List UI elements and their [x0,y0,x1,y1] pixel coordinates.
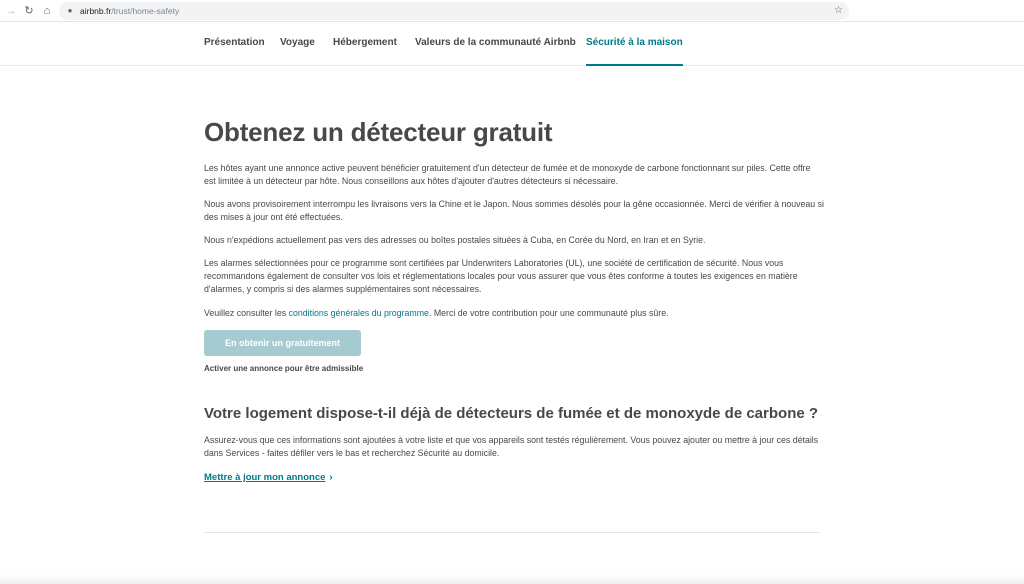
chevron-right-icon: › [329,472,333,483]
tab-valeurs-communaute[interactable]: Valeurs de la communauté Airbnb [415,37,576,48]
terms-text-after: . Merci de votre contribution pour une communauté plus sûre. [428,308,669,318]
tab-securite-maison[interactable]: Sécurité à la maison [586,37,683,66]
home-icon[interactable]: ⌂ [43,5,51,17]
get-free-detector-button[interactable]: En obtenir un gratuitement [204,330,361,356]
update-listing-link[interactable] [204,472,333,483]
tab-presentation[interactable]: Présentation [204,37,265,48]
eligibility-note: Activer une annonce pour être admissible [204,364,364,373]
url-text[interactable] [80,5,179,17]
page-title: Obtenez un détecteur gratuit [204,117,553,147]
tab-voyage[interactable]: Voyage [280,37,315,48]
browser-toolbar [0,0,1024,22]
page-bottom-shade [0,574,1024,584]
lock-icon[interactable]: ● [67,6,73,15]
url-path: /trust/home-safety [111,6,180,16]
paragraph-existing-detectors: Assurez-vous que ces informations sont ajoutées à votre liste et que vos appareils sont testés régulièrement. Vous pouvez ajouter ou mettre à jour ces détails dans Services - faites défiler vers le bas et recherchez Sécurité au domicile. [204,435,819,458]
section-title-existing-detectors: Votre logement dispose-t-il déjà de détecteurs de fumée et de monoxyde de carbone ? [204,405,819,422]
url-host: airbnb.fr [80,6,112,16]
address-bar[interactable] [59,2,849,20]
star-icon[interactable]: ☆ [834,5,843,16]
divider [204,532,820,533]
terms-link[interactable]: conditions générales du programme [288,308,429,318]
reload-icon[interactable]: ↻ [24,5,34,17]
paragraph-shipping-pause: Nous avons provisoirement interrompu les livraisons vers la Chine et le Japon. Nous sommes désolés pour la gêne occasionnée. Merci de vérifier à nouveau si des mises à jour ont été effectuées. [204,199,825,222]
tab-hebergement[interactable]: Hébergement [333,37,397,48]
arrow-left-icon[interactable]: → [5,5,17,17]
terms-text-before: Veuillez consulter les [204,308,289,318]
update-listing-label: Mettre à jour mon annonce [204,472,326,483]
paragraph-offer: Les hôtes ayant une annonce active peuvent bénéficier gratuitement d'un détecteur de fumée et de monoxyde de carbone fonctionnant sur piles. Cette offre est limitée à un détecteur par hôte. Nous conseillons aux hôtes d'ajouter d'autres détecteurs si nécessaire. [204,163,811,186]
paragraph-shipping-restrictions: Nous n'expédions actuellement pas vers des adresses ou boîtes postales situées à Cuba, en Corée du Nord, en Iran et en Syrie. [204,235,706,245]
paragraph-certification: Les alarmes sélectionnées pour ce programme sont certifiées par Underwriters Laboratories (UL), une société de certification de sécurité. Nous vous recommandons également de consulter vos lois et réglementations locales pour vous assurer que vous êtes conforme à toutes les exigences en matière d'alarmes, y compris si des alarmes supplémentaires sont nécessaires. [204,258,798,294]
site-nav [0,22,1024,66]
paragraph-terms [204,307,824,320]
